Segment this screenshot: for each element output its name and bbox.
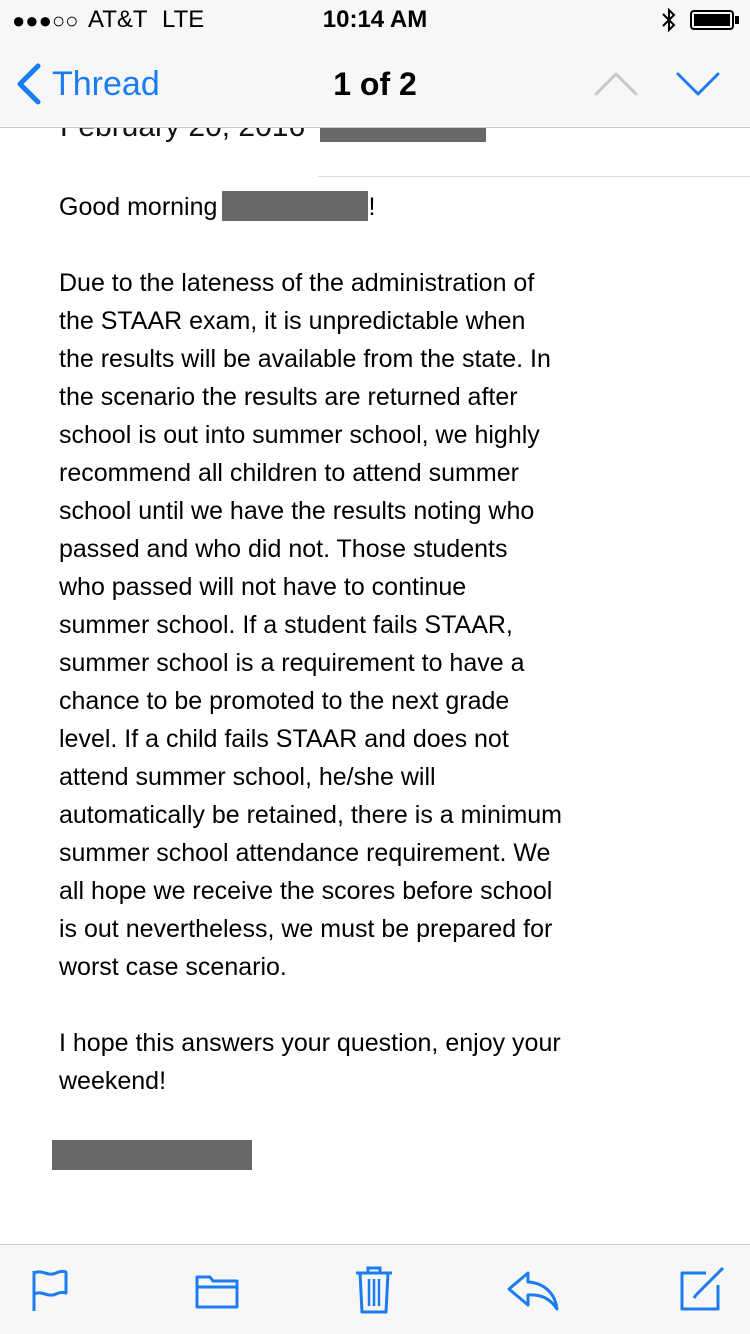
compose-button[interactable]: [678, 1265, 728, 1311]
redacted-signature: [52, 1140, 252, 1170]
trash-button[interactable]: [354, 1265, 394, 1311]
battery-icon: [690, 10, 740, 30]
text-line: the scenario the results are returned after: [59, 383, 518, 411]
text-line: worst case scenario.: [59, 953, 287, 981]
text-line: the results will be available from the state. In: [59, 345, 551, 373]
text-line: the STAAR exam, it is unpredictable when: [59, 307, 526, 335]
compose-icon: [678, 1265, 728, 1313]
move-to-folder-button[interactable]: [194, 1267, 240, 1313]
back-label: Thread: [52, 65, 160, 103]
signal-strength: ●●●○○: [12, 8, 79, 33]
navigation-bar: [0, 40, 750, 128]
carrier-name: AT&T: [88, 6, 148, 33]
text-line: passed and who did not. Those students: [59, 535, 508, 563]
reply-button[interactable]: [506, 1267, 560, 1313]
text-line: all hope we receive the scores before school: [59, 877, 553, 905]
trash-icon: [354, 1265, 394, 1315]
bluetooth-icon: [660, 6, 678, 34]
text-line: weekend!: [59, 1067, 167, 1095]
text-line: automatically be retained, there is a minimum: [59, 801, 563, 829]
message-body: [0, 128, 750, 1244]
text-line: I hope this answers your question, enjoy your: [59, 1029, 561, 1057]
body-paragraph-2: [59, 1024, 629, 1100]
text-line: attend summer school, he/she will: [59, 763, 436, 791]
text-line: is out nevertheless, we must be prepared for: [59, 915, 553, 943]
message-position-title: 1 of 2: [333, 66, 417, 102]
flag-button[interactable]: [30, 1267, 70, 1313]
text-line: Due to the lateness of the administration of: [59, 269, 535, 297]
text-line: summer school is a requirement to have a: [59, 649, 525, 677]
redacted-recipient-name: [222, 191, 368, 221]
status-bar: [0, 0, 750, 40]
next-message-button[interactable]: [674, 68, 722, 98]
text-line: chance to be promoted to the next grade: [59, 687, 510, 715]
text-line: summer school. If a student fails STAAR,: [59, 611, 513, 639]
greeting-exclamation: !: [368, 193, 376, 221]
network-type: LTE: [162, 6, 205, 33]
text-line: school until we have the results noting who: [59, 497, 535, 525]
flag-icon: [30, 1267, 70, 1313]
header-divider: [318, 176, 750, 177]
greeting-text: Good morning: [59, 193, 218, 221]
text-line: level. If a child fails STAAR and does not: [59, 725, 509, 753]
text-line: recommend all children to attend summer: [59, 459, 519, 487]
text-line: who passed will not have to continue: [59, 573, 467, 601]
greeting-line: [59, 188, 375, 226]
top-header: [0, 0, 750, 128]
body-paragraph-1: [59, 264, 629, 986]
reply-icon: [506, 1267, 560, 1313]
previous-message-button[interactable]: [592, 68, 640, 98]
text-line: school is out into summer school, we highly: [59, 421, 540, 449]
status-time: 10:14 AM: [322, 6, 428, 33]
bottom-toolbar: [0, 1244, 750, 1334]
folder-icon: [194, 1267, 240, 1313]
text-line: summer school attendance requirement. We: [59, 839, 551, 867]
